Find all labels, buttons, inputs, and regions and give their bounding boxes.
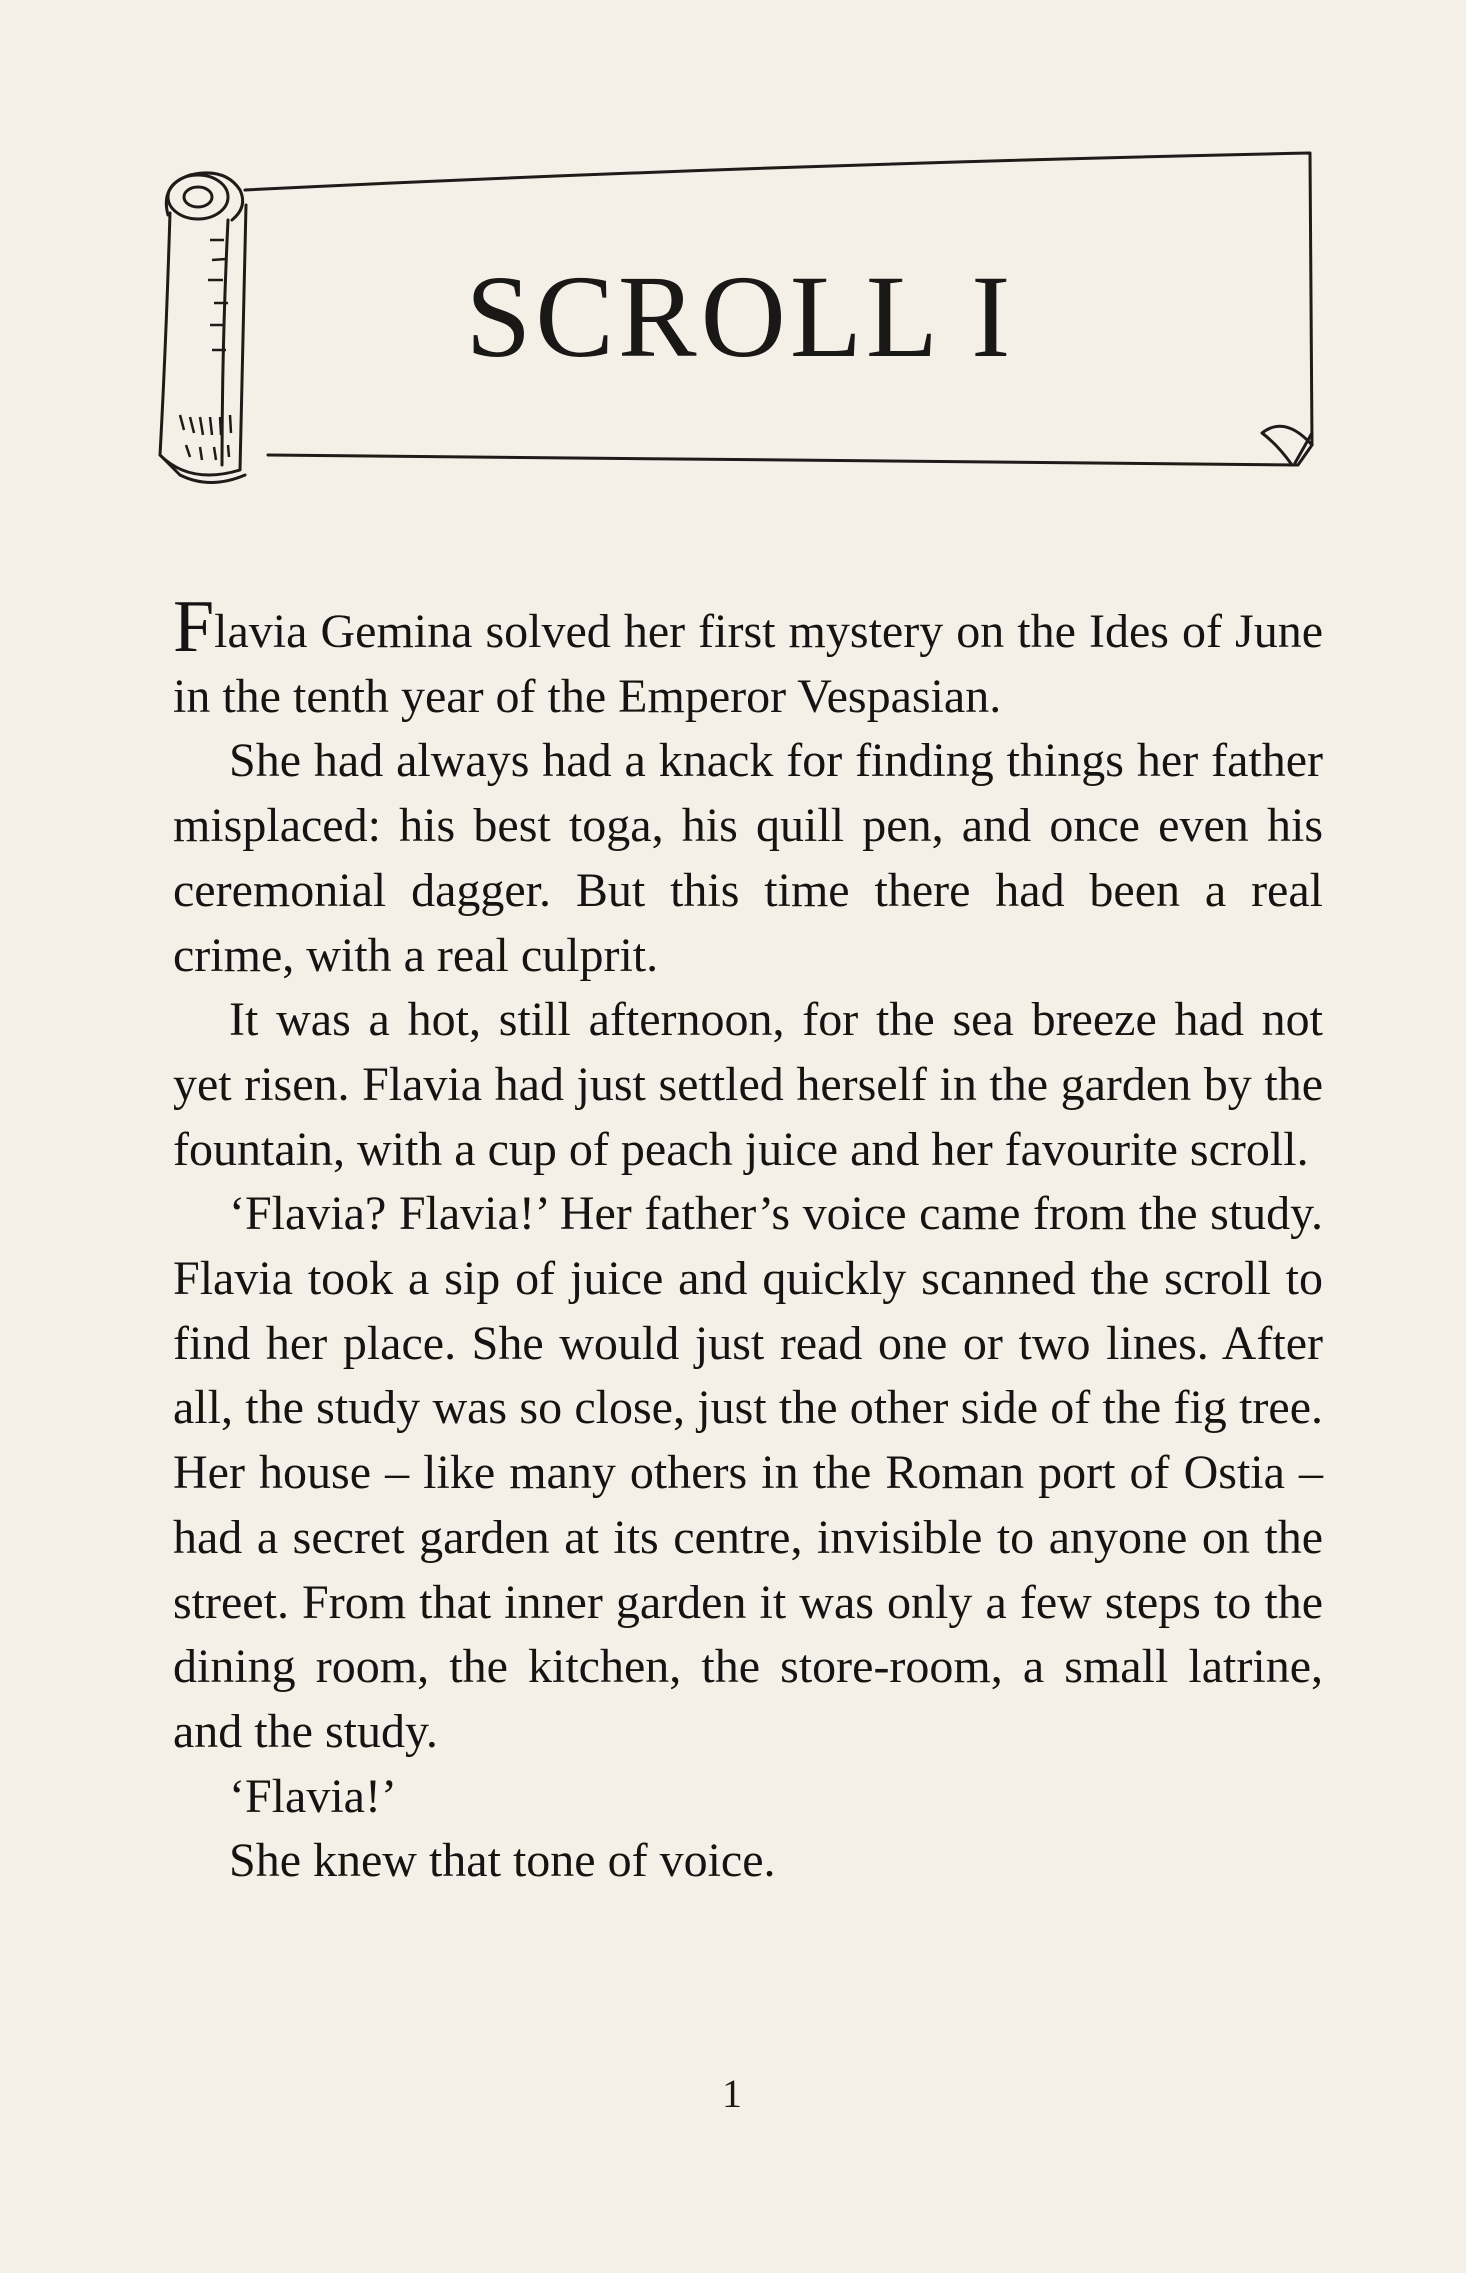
paragraph-6: She knew that tone of voice. [229,1834,776,1888]
paragraph-3: It was a hot, still afternoon, for the sea breeze had not yet risen. Flavia had just settled herself in the garden by the fountain, with a cup of peach juice and her favourite scroll. [173,993,1323,1176]
chapter-body [173,586,1323,1894]
paragraph-4: ‘Flavia? Flavia!’ Her father’s voice came from the study. Flavia took a sip of juice and quickly scanned the scroll to find her place. She would just read one or two lines. After all, the study was so close, just the other side of the fig tree. Her house – like many others in the Roman port of Ostia – had a secret garden at its centre, invisible to anyone on the street. From that inner garden it was only a few steps to the dining room, the kitchen, the store-room, a small latrine, and the study. [173,1187,1323,1758]
paragraph-5: ‘Flavia!’ [229,1769,397,1823]
chapter-title: SCROLL I [465,251,1015,382]
paragraph-1 [173,586,1323,729]
paragraph-2: She had always had a knack for finding things her father misplaced: his best toga, his quill pen, and once even his ceremonial dagger. But this time there had been a real crime, with a real culprit. [173,734,1323,982]
drop-cap: F [173,586,215,668]
paragraph-1-text: lavia Gemina solved her first mystery on the Ides of June in the tenth year of the Emperor Vespasian. [173,605,1323,723]
page-number: 1 [722,2071,744,2116]
